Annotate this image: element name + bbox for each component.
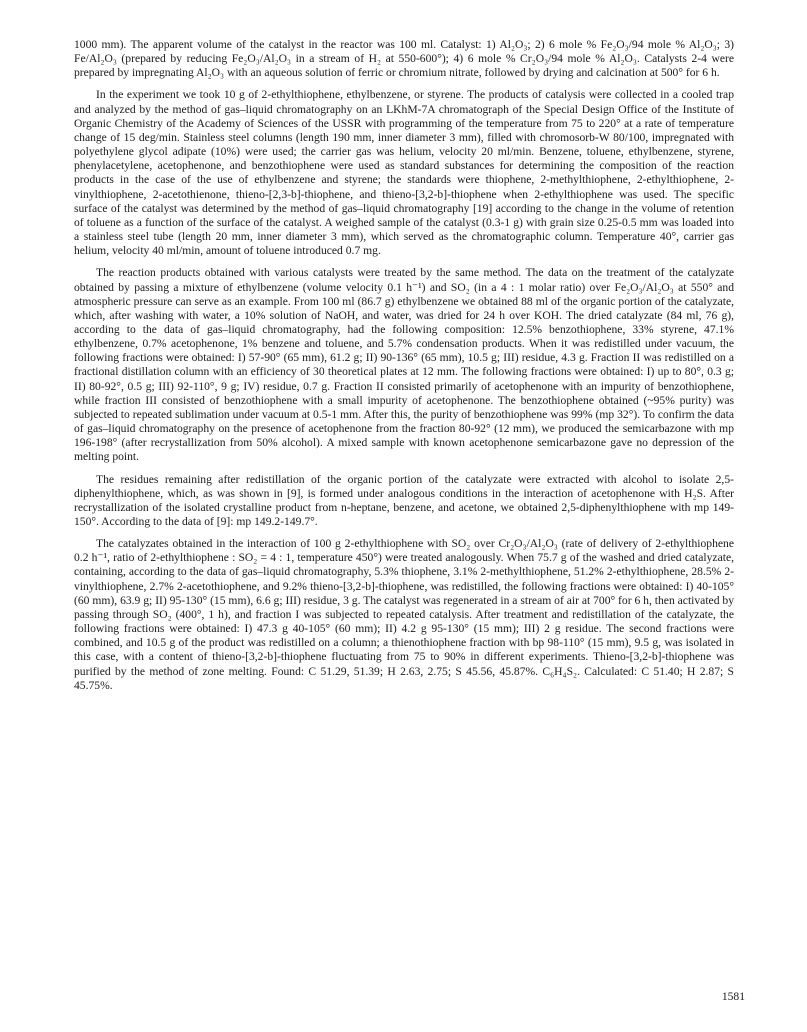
paragraph-experiment-method: In the experiment we took 10 g of 2-ethylthiophene, ethylbenzene, or styrene. The products of catalysis were collected in a cooled trap and analyzed by the method of gas–liquid chromatography on an LKhM-7A chromatograph of the Special Design Office of the Institute of Organic Chemistry of the Academy of Sciences of the USSR with programming of the temperature from 75 to 220° at a rate of temperature change of 15 deg/min. Stainless steel columns (length 190 mm, inner diameter 3 mm), filled with chromosorb-W 80/100, impregnated with polyethylene glycol adipate (10%) were used; the carrier gas was helium, velocity 20 ml/min. Benzene, toluene, ethylbenzene, styrene, phenylacetylene, acetophenone, and benzothiophene were used as standard substances for determining the composition of the reaction products in the case of the use of ethylbenzene and styrene; the standards were thiophene, 2-methylthiophene, 2-ethylthiophene, 2-vinylthiophene, 2-acetothienone, thieno-[2,3-b]-thiophene, and thieno-[3,2-b]-thiophene when 2-ethylthiophene was used. The specific surface of the catalyst was determined by the method of gas–liquid chromatography [19] according to the change in the volume of retention of toluene as a function of the surface of the catalyst. A weighed sample of the catalyst (0.3-1 g) with grain size 0.25-0.5 mm was loaded into a stainless steel tube (length 20 mm, inner diameter 3 mm), which served as the chromatographic column. Temperature 40°, carrier gas helium, velocity 40 ml/min, amount of toluene introduced 0.7 mg. xyxy=(74,88,734,258)
paragraph-reaction-products: The reaction products obtained with various catalysts were treated by the same method. The data on the treatment of the catalyzate obtained by passing a mixture of ethylbenzene (volume velocity 0.1 h⁻¹) and SO₂ (in a 4 : 1 molar ratio) over Fe₂O₃/Al₂O₃ at 550° and atmospheric pressure can serve as an example. From 100 ml (86.7 g) ethylbenzene we obtained 88 ml of the organic portion of the catalyzate, which, after washing with water, a 10% solution of NaOH, and water, was dried for 24 h over KOH. The dried catalyzate (84 ml, 76 g), according to the data of gas–liquid chromatography, had the following composition: 12.5% benzothiophene, 33% styrene, 47.1% ethylbenzene, 0.7% acetophenone, 1% benzene and toluene, and 5.7% condensation products. When it was redistilled under vacuum, the following fractions were obtained: I) 57-90° (65 mm), 61.2 g; II) 90-136° (65 mm), 10.5 g; III) residue, 4.3 g. Fraction II was redistilled on a fractional distillation column with an efficiency of 30 theoretical plates at 12 mm. The following fractions were obtained: I) up to 80°, 0.3 g; II) 80-92°, 0.5 g; III) 92-110°, 9 g; IV) residue, 0.7 g. Fraction II consisted primarily of acetophenone with an impurity of benzothiophene, while fraction III consisted of benzothiophene with a small impurity of acetophenone. The benzothiophene obtained (~95% purity) was subjected to repeated sublimation under vacuum at 0.5-1 mm. After this, the purity of benzothiophene was 99% (mp 32°). To confirm the data of gas–liquid chromatography on the presence of acetophenone from the fraction 80-92° (12 mm), we produced the semicarbazone with mp 196-198° (after recrystallization from 50% alcohol). A mixed sample with known acetophenone semicarbazone gave no depression of the melting point. xyxy=(74,266,734,464)
page-number: 1581 xyxy=(721,990,745,1003)
paragraph-catalyzates: The catalyzates obtained in the interaction of 100 g 2-ethylthiophene with SO₂ over Cr₂O₃/Al₂O₃ (rate of delivery of 2-ethylthiophene 0.2 h⁻¹, ratio of 2-ethylthiophene : SO₂ = 4 : 1, temperature 450°) were treated analogously. When 75.7 g of the washed and dried catalyzate, containing, according to the data of gas–liquid chromatography, 5.3% thiophene, 3.1% 2-methylthiophene, 51.2% 2-ethylthiophene, 28.5% 2-vinylthiophene, 2.7% 2-acetothiophene, and 9.2% thieno-[3,2-b]-thiophene, was redistilled, the following fractions were obtained: I) 40-105° (60 mm), 63.9 g; II) 95-130° (15 mm), 6.6 g; III) residue, 3 g. The catalyst was regenerated in a stream of air at 700° for 6 h, then activated by passing through SO₂ (400°, 1 h), and fraction I was subjected to repeated catalysis. After treatment and redistillation of the catalyzate, the following fractions were obtained: I) 47.3 g 40-105° (60 mm); II) 4.2 g 95-130° (15 mm); III) 2 g residue. The second fractions were combined, and 10.5 g of the product was redistilled on a column; a thienothiophene fraction with bp 98-110° (15 mm), 9.5 g, was isolated in this case, with a content of thieno-[3,2-b]-thiophene fluctuating from 75 to 90% in different experiments. Thieno-[3,2-b]-thiophene was purified by the method of zone melting. Found: C 51.29, 51.39; H 2.63, 2.75; S 45.56, 45.87%. C₆H₄S₂. Calculated: C 51.40; H 2.87; S 45.75%. xyxy=(74,537,734,692)
paragraph-catalyst-description: 1000 mm). The apparent volume of the catalyst in the reactor was 100 ml. Catalyst: 1) Al₂O₃; 2) 6 mole % Fe₂O₃/94 mole % Al₂O₃; 3) Fe/Al₂O₃ (prepared by reducing Fe₂O₃/Al₂O₃ in a stream of H₂ at 550-600°); 4) 6 mole % Cr₂O₃/94 mole % Al₂O₃. Catalysts 2-4 were prepared by impregnating Al₂O₃ with an aqueous solution of ferric or chromium nitrate, followed by drying and calcination at 500° for 6 h. xyxy=(74,38,734,80)
paragraph-residues: The residues remaining after redistillation of the organic portion of the catalyzate were extracted with alcohol to isolate 2,5-diphenylthiophene, which, as was shown in [9], is formed under analogous conditions in the interaction of acetophenone with H₂S. After recrystallization of the isolated crystalline product from n-heptane, benzene, and acetone, we obtained 2,5-diphenylthiophene with mp 149-150°. According to the data of [9]: mp 149.2-149.7°. xyxy=(74,472,734,528)
body-text xyxy=(74,38,734,701)
